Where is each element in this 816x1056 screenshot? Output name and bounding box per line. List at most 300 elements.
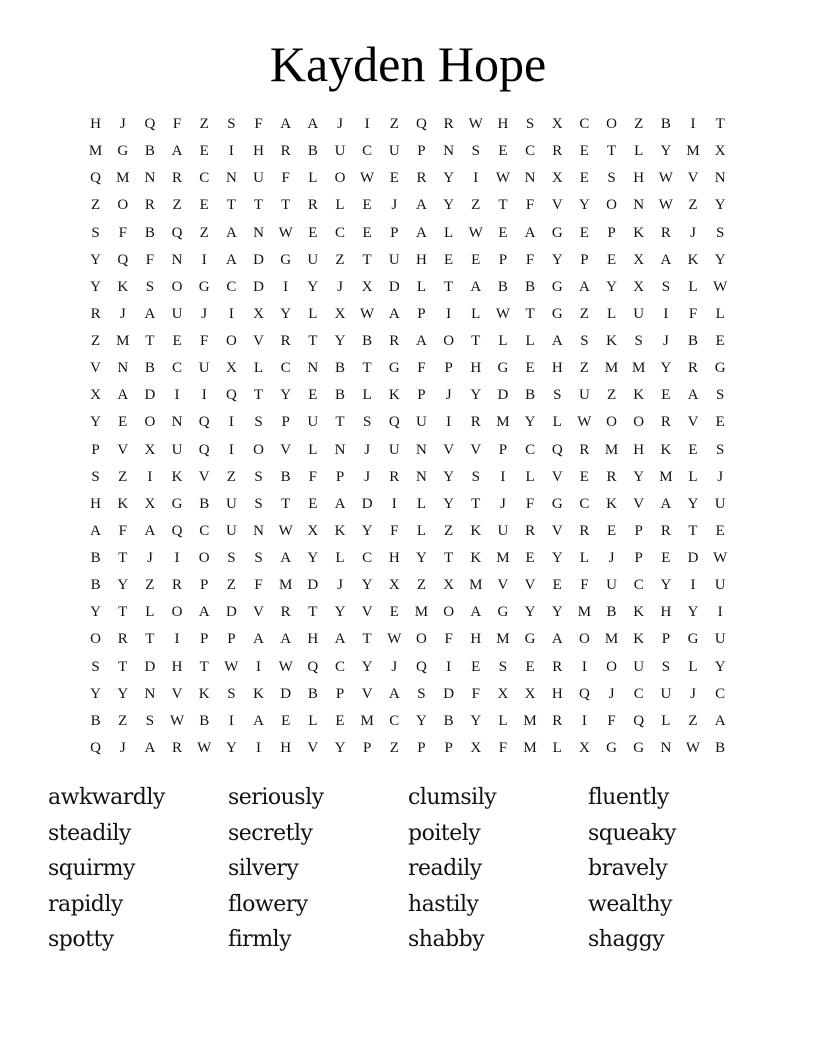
grid-cell: L xyxy=(498,333,508,349)
grid-cell: S xyxy=(145,278,155,295)
grid-cell: F xyxy=(200,333,209,349)
grid-cell: B xyxy=(715,739,726,756)
grid-cell: L xyxy=(688,278,698,295)
grid-cell: E xyxy=(525,550,535,566)
grid-cell: O xyxy=(90,631,101,648)
grid-cell: B xyxy=(144,360,155,377)
grid-cell: B xyxy=(90,712,101,729)
grid-cell: C xyxy=(199,522,210,539)
grid-cell: K xyxy=(687,251,699,268)
grid-cell: H xyxy=(90,116,101,132)
grid-cell: Q xyxy=(416,658,427,675)
grid-cell: W xyxy=(495,170,510,187)
grid-cell: Y xyxy=(90,604,101,621)
grid-row xyxy=(82,329,734,356)
grid-cell: S xyxy=(716,224,725,241)
grid-cell: J xyxy=(337,577,343,594)
word-list-item: fluently xyxy=(588,785,669,810)
grid-cell: P xyxy=(390,224,399,241)
grid-cell: T xyxy=(253,387,264,404)
grid-cell: O xyxy=(633,414,645,431)
grid-cell: T xyxy=(715,116,725,132)
grid-cell: I xyxy=(228,441,234,458)
grid-cell: M xyxy=(659,468,673,485)
grid-cell: Z xyxy=(335,251,345,268)
word-list-item: secretly xyxy=(228,820,313,846)
grid-cell: O xyxy=(606,658,617,675)
grid-cell: V xyxy=(117,441,129,458)
grid-cell: E xyxy=(579,468,589,485)
grid-cell: D xyxy=(253,278,264,295)
grid-cell: F xyxy=(444,631,453,648)
grid-cell: S xyxy=(227,685,236,702)
grid-cell: O xyxy=(334,170,346,187)
word-list xyxy=(48,780,768,958)
grid-cell: L xyxy=(525,468,535,485)
grid-cell: T xyxy=(226,197,236,214)
grid-cell: Y xyxy=(578,197,590,214)
grid-cell: W xyxy=(658,197,673,214)
grid-cell: L xyxy=(308,170,318,187)
grid-cell: I xyxy=(228,305,234,322)
grid-cell: S xyxy=(91,468,100,485)
grid-cell: E xyxy=(362,224,372,241)
grid-row xyxy=(82,465,734,492)
grid-cell: G xyxy=(117,143,129,160)
grid-cell: N xyxy=(714,170,726,187)
grid-cell: L xyxy=(416,522,427,539)
grid-cell: X xyxy=(551,170,563,187)
word-list-item: spotty xyxy=(48,927,114,952)
grid-cell: E xyxy=(715,522,725,539)
grid-cell: P xyxy=(335,468,345,485)
grid-cell: L xyxy=(335,197,345,214)
grid-cell: J xyxy=(717,468,724,485)
grid-cell: U xyxy=(388,251,400,268)
grid-cell: O xyxy=(225,333,237,349)
grid-cell: Z xyxy=(389,116,399,132)
grid-cell: J xyxy=(662,333,669,349)
grid-row xyxy=(82,655,734,682)
grid-cell: Q xyxy=(90,739,101,756)
grid-row xyxy=(82,573,734,600)
grid-cell: Y xyxy=(361,522,373,539)
grid-cell: M xyxy=(496,631,510,648)
grid-cell: H xyxy=(171,658,183,675)
grid-cell: M xyxy=(116,333,130,349)
grid-cell: B xyxy=(199,495,210,512)
grid-cell: I xyxy=(174,631,180,648)
grid-cell: X xyxy=(144,441,156,458)
grid-cell: V xyxy=(524,577,536,594)
grid-cell: T xyxy=(688,522,698,539)
grid-cell: O xyxy=(117,197,129,214)
grid-cell: N xyxy=(171,251,183,268)
grid-cell: C xyxy=(334,224,345,241)
grid-row xyxy=(82,356,734,383)
grid-cell: U xyxy=(633,658,645,675)
word-list-item: poitely xyxy=(408,820,481,846)
grid-cell: I xyxy=(256,739,262,756)
grid-cell: S xyxy=(607,170,616,187)
grid-cell: Y xyxy=(416,550,427,566)
grid-cell: F xyxy=(417,360,426,377)
word-list-item: firmly xyxy=(228,927,292,952)
grid-cell: Z xyxy=(416,577,427,594)
grid-cell: Y xyxy=(551,604,563,621)
grid-cell: W xyxy=(278,522,293,539)
grid-cell: V xyxy=(307,739,319,756)
grid-cell: V xyxy=(551,468,563,485)
grid-cell: W xyxy=(577,414,592,431)
grid-cell: G xyxy=(497,604,509,621)
grid-row xyxy=(82,193,734,220)
grid-cell: E xyxy=(308,495,318,512)
grid-cell: P xyxy=(444,739,453,756)
grid-cell: M xyxy=(523,739,537,756)
grid-cell: V xyxy=(280,441,292,458)
word-list-item: clumsily xyxy=(408,785,497,810)
grid-cell: U xyxy=(334,143,346,160)
grid-cell: J xyxy=(364,468,371,485)
grid-cell: M xyxy=(496,550,510,566)
grid-cell: Z xyxy=(634,116,644,132)
grid-cell: E xyxy=(498,143,508,160)
grid-cell: E xyxy=(471,658,481,675)
grid-cell: S xyxy=(471,468,480,485)
grid-cell: F xyxy=(525,251,535,268)
grid-cell: G xyxy=(687,631,699,648)
grid-cell: Y xyxy=(633,468,645,485)
grid-cell: C xyxy=(525,143,536,160)
grid-cell: C xyxy=(362,143,373,160)
grid-cell: B xyxy=(199,712,210,729)
grid-cell: B xyxy=(307,685,318,702)
grid-row xyxy=(82,600,734,627)
grid-cell: U xyxy=(388,143,400,160)
grid-cell: Y xyxy=(443,170,455,187)
grid-cell: M xyxy=(604,360,619,377)
grid-cell: P xyxy=(634,522,643,539)
grid-cell: J xyxy=(337,116,343,132)
grid-cell: Y xyxy=(443,197,455,214)
grid-cell: Z xyxy=(579,360,589,377)
grid-cell: B xyxy=(525,387,536,404)
grid-cell: J xyxy=(690,224,696,241)
grid-cell: Y xyxy=(334,604,346,621)
grid-cell: W xyxy=(224,658,239,675)
grid-cell: S xyxy=(254,414,263,431)
grid-cell: Y xyxy=(524,604,536,621)
grid-cell: O xyxy=(443,604,455,621)
grid-cell: E xyxy=(199,197,209,214)
grid-cell: O xyxy=(606,116,617,132)
grid-cell: J xyxy=(201,305,208,322)
grid-cell: O xyxy=(416,631,427,648)
grid-cell: G xyxy=(524,631,536,648)
grid-cell: L xyxy=(308,441,318,458)
grid-cell: B xyxy=(497,278,508,295)
word-list-item: wealthy xyxy=(588,891,672,917)
word-list-item: hastily xyxy=(408,891,479,917)
grid-cell: M xyxy=(496,414,510,431)
grid-cell: E xyxy=(389,604,399,621)
grid-cell: D xyxy=(361,495,373,512)
grid-cell: J xyxy=(391,197,398,214)
grid-cell: L xyxy=(688,468,698,485)
grid-cell: X xyxy=(633,278,645,295)
grid-cell: J xyxy=(391,658,398,675)
grid-cell: U xyxy=(714,631,726,648)
grid-cell: Y xyxy=(90,278,101,295)
grid-cell: W xyxy=(169,712,185,729)
grid-cell: J xyxy=(146,550,153,566)
grid-cell: N xyxy=(307,360,319,377)
grid-cell: Y xyxy=(443,468,455,485)
grid-cell: E xyxy=(471,251,481,268)
grid-cell: T xyxy=(308,604,318,621)
word-list-item: steadily xyxy=(48,820,131,846)
grid-cell: Z xyxy=(471,197,481,214)
grid-cell: S xyxy=(553,387,562,404)
grid-cell: V xyxy=(90,360,101,377)
grid-cell: T xyxy=(362,360,372,377)
grid-cell: N xyxy=(253,224,264,241)
grid-cell: P xyxy=(417,387,426,404)
grid-cell: B xyxy=(90,577,101,594)
grid-cell: R xyxy=(525,522,536,539)
grid-cell: M xyxy=(604,441,619,458)
grid-cell: X xyxy=(225,360,237,377)
grid-cell: U xyxy=(388,441,400,458)
grid-cell: T xyxy=(145,333,155,349)
grid-cell: R xyxy=(172,739,183,756)
grid-cell: Z xyxy=(226,577,236,594)
grid-cell: Y xyxy=(470,387,482,404)
grid-cell: Z xyxy=(444,522,454,539)
grid-cell: S xyxy=(498,658,508,675)
grid-cell: F xyxy=(580,577,589,594)
grid-cell: U xyxy=(225,522,237,539)
grid-cell: C xyxy=(226,278,237,295)
grid-cell: W xyxy=(278,658,293,675)
grid-cell: T xyxy=(471,495,481,512)
grid-row xyxy=(82,709,734,736)
grid-cell: Y xyxy=(361,658,373,675)
grid-cell: F xyxy=(471,685,480,702)
grid-cell: T xyxy=(253,197,264,214)
grid-cell: M xyxy=(632,360,646,377)
grid-cell: N xyxy=(171,414,183,431)
grid-cell: Z xyxy=(199,116,209,132)
grid-cell: E xyxy=(281,712,291,729)
grid-cell: U xyxy=(633,305,645,322)
grid-cell: A xyxy=(253,631,264,648)
grid-cell: A xyxy=(578,278,590,295)
grid-cell: H xyxy=(307,631,319,648)
grid-cell: I xyxy=(663,305,669,322)
grid-cell: H xyxy=(280,739,292,756)
grid-cell: Y xyxy=(606,278,617,295)
grid-cell: B xyxy=(144,224,155,241)
grid-cell: R xyxy=(172,170,183,187)
grid-cell: F xyxy=(145,251,155,268)
grid-cell: I xyxy=(717,604,723,621)
grid-cell: A xyxy=(280,550,292,566)
grid-cell: Z xyxy=(688,197,698,214)
grid-cell: H xyxy=(388,550,400,566)
grid-cell: G xyxy=(280,251,292,268)
grid-cell: V xyxy=(443,441,455,458)
grid-cell: F xyxy=(281,170,290,187)
grid-cell: E xyxy=(172,333,182,349)
grid-cell: V xyxy=(687,414,699,431)
grid-cell: Y xyxy=(90,414,101,431)
grid-cell: S xyxy=(254,468,263,485)
grid-cell: M xyxy=(577,604,592,621)
grid-cell: V xyxy=(253,604,264,621)
grid-cell: N xyxy=(524,170,536,187)
grid-cell: C xyxy=(362,550,373,566)
grid-cell: Y xyxy=(307,278,319,295)
grid-cell: S xyxy=(525,116,535,132)
grid-cell: E xyxy=(118,414,128,431)
grid-row xyxy=(82,112,734,139)
grid-cell: G xyxy=(633,739,645,756)
grid-cell: P xyxy=(417,305,426,322)
grid-cell: Z xyxy=(172,197,182,214)
grid-cell: X xyxy=(334,305,346,322)
grid-cell: I xyxy=(147,468,153,485)
grid-cell: Y xyxy=(334,333,346,349)
grid-cell: R xyxy=(172,577,183,594)
grid-cell: P xyxy=(498,441,508,458)
grid-cell: Q xyxy=(578,685,590,702)
grid-cell: Y xyxy=(90,685,101,702)
grid-cell: P xyxy=(634,550,643,566)
grid-cell: T xyxy=(362,631,372,648)
grid-cell: Z xyxy=(606,387,617,404)
grid-cell: A xyxy=(117,387,129,404)
grid-cell: J xyxy=(608,550,615,566)
word-list-item: rapidly xyxy=(48,891,123,917)
grid-cell: V xyxy=(633,495,645,512)
grid-cell: E xyxy=(199,143,209,160)
grid-cell: L xyxy=(362,387,372,404)
grid-cell: I xyxy=(201,251,207,268)
grid-cell: J xyxy=(445,387,452,404)
grid-cell: M xyxy=(116,170,130,187)
grid-cell: H xyxy=(470,631,482,648)
grid-row xyxy=(82,682,734,709)
grid-cell: R xyxy=(552,143,563,160)
grid-cell: X xyxy=(470,739,482,756)
grid-cell: H xyxy=(470,360,482,377)
grid-cell: X xyxy=(253,305,264,322)
grid-cell: V xyxy=(497,577,509,594)
grid-cell: K xyxy=(117,495,129,512)
grid-cell: U xyxy=(171,441,183,458)
grid-cell: L xyxy=(416,495,427,512)
grid-cell: O xyxy=(171,278,183,295)
grid-cell: Y xyxy=(117,577,129,594)
grid-cell: E xyxy=(715,414,725,431)
grid-cell: R xyxy=(307,197,318,214)
grid-cell: A xyxy=(551,631,563,648)
grid-cell: Y xyxy=(551,550,563,566)
grid-cell: M xyxy=(414,604,429,621)
grid-cell: V xyxy=(551,197,563,214)
grid-cell: W xyxy=(360,305,375,322)
grid-cell: Y xyxy=(90,251,101,268)
grid-cell: W xyxy=(495,305,510,322)
grid-cell: W xyxy=(387,631,402,648)
grid-cell: E xyxy=(661,550,671,566)
grid-cell: E xyxy=(606,251,617,268)
grid-cell: Y xyxy=(660,360,672,377)
grid-cell: O xyxy=(443,333,455,349)
grid-cell: V xyxy=(171,685,183,702)
grid-cell: N xyxy=(144,685,156,702)
grid-cell: T xyxy=(362,251,372,268)
grid-cell: M xyxy=(523,712,537,729)
grid-cell: T xyxy=(118,550,128,566)
grid-cell: H xyxy=(90,495,101,512)
grid-cell: V xyxy=(551,522,563,539)
grid-cell: P xyxy=(200,631,209,648)
grid-cell: R xyxy=(579,522,590,539)
grid-cell: I xyxy=(690,116,696,132)
grid-cell: G xyxy=(171,495,183,512)
grid-cell: U xyxy=(171,305,183,322)
grid-cell: L xyxy=(688,658,698,675)
grid-cell: F xyxy=(498,739,508,756)
grid-cell: Y xyxy=(416,712,427,729)
grid-cell: A xyxy=(90,522,101,539)
grid-cell: Q xyxy=(198,414,210,431)
grid-cell: E xyxy=(552,577,562,594)
grid-cell: C xyxy=(579,116,590,132)
grid-row xyxy=(82,221,734,248)
grid-cell: R xyxy=(90,305,101,322)
grid-cell: K xyxy=(171,468,183,485)
grid-cell: U xyxy=(416,414,427,431)
grid-row xyxy=(82,492,734,519)
grid-cell: S xyxy=(362,414,372,431)
grid-cell: B xyxy=(443,712,454,729)
grid-cell: G xyxy=(551,495,563,512)
grid-cell: X xyxy=(497,685,509,702)
grid-cell: Q xyxy=(551,441,563,458)
grid-cell: H xyxy=(497,116,509,132)
grid-cell: T xyxy=(444,278,454,295)
puzzle-title: Kayden Hope xyxy=(269,36,547,92)
grid-cell: I xyxy=(581,712,587,729)
grid-cell: J xyxy=(608,685,615,702)
grid-cell: Y xyxy=(361,577,373,594)
grid-cell: S xyxy=(580,333,589,349)
grid-cell: R xyxy=(660,414,671,431)
grid-cell: D xyxy=(253,251,264,268)
grid-cell: E xyxy=(444,251,454,268)
grid-cell: Z xyxy=(389,739,399,756)
grid-cell: B xyxy=(525,278,536,295)
grid-cell: L xyxy=(416,278,427,295)
grid-cell: L xyxy=(145,604,155,621)
grid-cell: P xyxy=(91,441,100,458)
grid-cell: W xyxy=(468,116,483,132)
grid-cell: S xyxy=(661,658,671,675)
